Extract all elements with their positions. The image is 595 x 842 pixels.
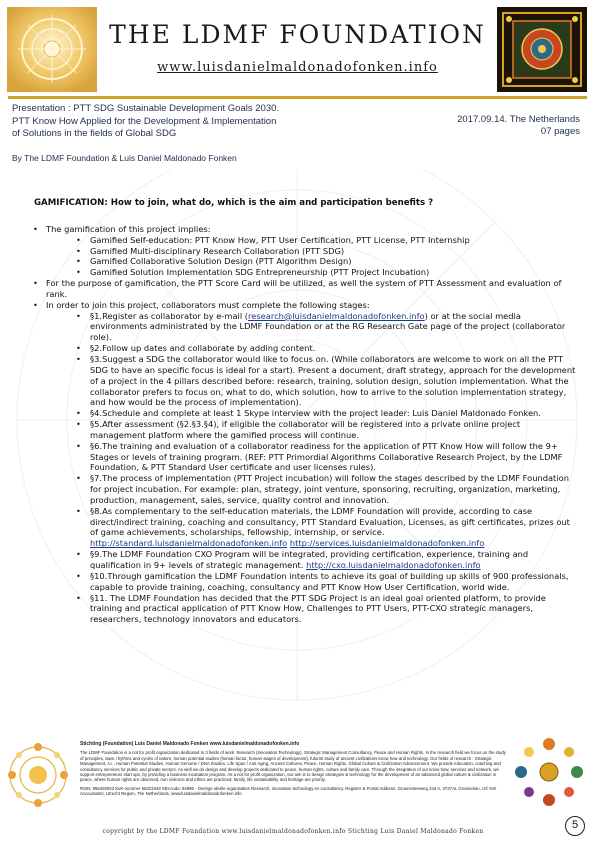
presentation-title bbox=[12, 103, 392, 141]
website-link[interactable]: www.luisdanielmaldonadofonken.info bbox=[157, 60, 438, 75]
stage-1 bbox=[28, 311, 576, 344]
bullet-join-intro: • In order to join this project, collaborators must complete the following stages: bbox=[28, 300, 576, 311]
stage-9-text: §9.The LDMF Foundation CXO Program will be integrated, providing certification, experience, training and qualification in 9+ levels of strategic management. bbox=[90, 549, 529, 570]
stage-11: • §11. The LDMF Foundation has decided that the PTT SDG Project is an ideal goal oriented platform, to provide training and practical application of PTT Know How, Challenges to PTT Users, PTT-CXO strategic managers, researchers, technology innovators and educators. bbox=[28, 593, 576, 626]
presentation-line-1: Presentation : PTT SDG Sustainable Development Goals 2030. bbox=[12, 103, 280, 114]
presentation-line-3: of Solutions in the fields of Global SDG bbox=[12, 128, 177, 139]
services-link[interactable]: http://services.luisdanielmaldonadofonken.info bbox=[289, 538, 485, 549]
stage-9 bbox=[28, 549, 576, 571]
footer-sun-emblem-icon bbox=[3, 735, 73, 815]
cxo-link[interactable]: http://cxo.luisdanielmaldonadofonken.info bbox=[306, 560, 481, 570]
byline: By The LDMF Foundation & Luis Daniel Maldonado Fonken bbox=[12, 153, 237, 163]
implies-item: • Gamified Self-education: PTT Know How, PTT User Certification, PTT License, PTT Internship bbox=[28, 235, 576, 246]
standard-link[interactable]: http://standard.luisdanielmaldonadofonken.info bbox=[90, 538, 288, 549]
footer-text-block bbox=[80, 742, 510, 800]
implies-item: • Gamified Collaborative Solution Design (PTT Algorithm Design) bbox=[28, 256, 576, 267]
stage-5: • §5.After assessment (§2.§3.§4), if eligible the collaborator will be registered into a private online project management platform where the gamified process will continue. bbox=[28, 419, 576, 441]
bullet-intro: • The gamification of this project implies: bbox=[28, 224, 576, 235]
stage-3: • §3.Suggest a SDG the collaborator would like to focus on. (While collaborators are welcome to work on all the PTT SDG to have an specific focus is ideal for a start). Present a document, draft strategy, approach for the development of a project in the 4 pillars described before: research, training, solution design, solution implementation. What the collaborator prefers to focus on, what to do, which solution, how to arrive to the solution implementation strategy, and how would be the process of implementation). bbox=[28, 354, 576, 408]
page-number: 5 bbox=[565, 816, 585, 836]
sun-circle-emblem-icon bbox=[7, 7, 97, 92]
presentation-line-2: PTT Know How Applied for the Development & Implementation bbox=[12, 115, 277, 127]
stage-8 bbox=[28, 506, 576, 549]
implies-item: • Gamified Multi-disciplinary Research Collaboration (PTT SDG) bbox=[28, 246, 576, 257]
footer-registration: RSIN: 856450923 KvK-nummer 66323348 SBI-code: 94996 - Overige ideële organisaties Research, innovation technology en consultancy. Register & Postal Address: Groenesteeweg 244 A, 3737AL Groenekan, U© KIK Accountants, Utrecht Region, The Netherlands. www.luisdanielmaldonadofonken.info bbox=[80, 785, 497, 797]
research-email-link[interactable]: research@luisdanielmaldonadofonken.info bbox=[248, 310, 425, 321]
stage-1-text-a: §1.Register as collaborator by e-mail ( bbox=[90, 310, 249, 321]
page-header bbox=[0, 0, 595, 98]
stage-8-text: §8.As complementary to the self-education materials, the LDMF Foundation will provide, according to case direct/indirect training, coaching and consultancy, PTT Standard Evaluation, Licenses, as gift certificates, prizes out of game achievements, scholarships, fellowship, internship, or service. bbox=[90, 505, 570, 538]
page-count: 07 pages bbox=[540, 126, 580, 137]
presentation-date: 2017.09.14. The Netherlands bbox=[457, 114, 580, 125]
bullet-score-card: • For the purpose of gamification, the PTT Score Card will be utilized, as well the system of PTT Assessment and evaluation of rank. bbox=[28, 278, 576, 300]
stage-6: • §6.The training and evaluation of a collaborator readiness for the application of PTT Know How will follow the 9+ Stages or levels of training program. (REF: PTT Primordial Algorithms Collaborative Research Project, by the LDMF Foundation, & PTT Standard User certificate and user licenses rules). bbox=[28, 441, 576, 474]
stage-4: • §4.Schedule and complete at least 1 Skype interview with the project leader: Luis Daniel Maldonado Fonken. bbox=[28, 408, 576, 419]
stage-1-text-b: ) or at the social media environments administrated by the LDMF Foundation or at the RG Research Gate page of the project (collaborator role). bbox=[90, 310, 566, 343]
implies-item: • Gamified Solution Implementation SDG Entrepreneurship (PTT Project Incubation) bbox=[28, 267, 576, 278]
mandala-emblem-icon bbox=[497, 7, 587, 92]
footer-title: Stichting (Foundation) Luis Daniel Maldonado Fonken www.luisdanielmaldonadofonken.info bbox=[80, 741, 300, 747]
stage-2: • §2.Follow up dates and collaborate by adding content. bbox=[28, 343, 576, 354]
main-content bbox=[28, 198, 576, 625]
stage-7: • §7.The process of implementation (PTT Project incubation) will follow the stages described by the LDMF Foundation for project incubation. For example: plan, strategy, joint venture, sponsoring, recruiting, organization, marketing, production, management, sales, service, quality control and innovation. bbox=[28, 473, 576, 506]
footer-description: The LDMF Foundation is a not for profit organization dedicated to 3 fields of work: Research (Innovation Technology), Strategic Management Consultancy, Peace and Human Rights. In the research field we focus on the study of principles, laws, rhythms and cycles of nature, human potential studies (human factor, human stages of development), futurist study of ancient civilizations know how and technology. Our fields of research : Strategic Management, A.i., Human Potential Studies, Human Genome / DNA Studies, Life Span / Anti Aging, Ancient Cultures, Peace, Human Rights, Global Culture & Civilization Advancement. We provide education, coaching and consultancy services for public and private sectors. As well we do design and develop projects dedicated to peace, human rights, culture and family care. Through the integration of our know how, services and network, we support entrepreneurs start ups, by providing a business incubation program. As a not for profit organization, our aim is to design strategies & technology for the development of an advanced global culture & civilization in peace, where human rights are observed, non violence and ethics are practiced, family, life sustainability and heritage are priority. bbox=[80, 750, 506, 783]
date-block bbox=[400, 114, 580, 138]
copyright-line: copyright by the LDMF Foundation www.luisdanielmaldonadofonken.info Stichting Luis Daniel Maldonado Fonken bbox=[102, 828, 484, 835]
header-rule bbox=[8, 96, 587, 99]
footer-flower-emblem-icon bbox=[510, 732, 588, 812]
stage-10: • §10.Through gamification the LDMF Foundation intents to achieve its goal of building up skills of 900 professionals, capable to provide training, coaching, consultancy and PTT Know How User Certification, world wide. bbox=[28, 571, 576, 593]
gamification-heading: GAMIFICATION: How to join, what do, which is the aim and participation benefits ? bbox=[34, 198, 434, 208]
foundation-title: THE LDMF FOUNDATION bbox=[109, 20, 486, 49]
